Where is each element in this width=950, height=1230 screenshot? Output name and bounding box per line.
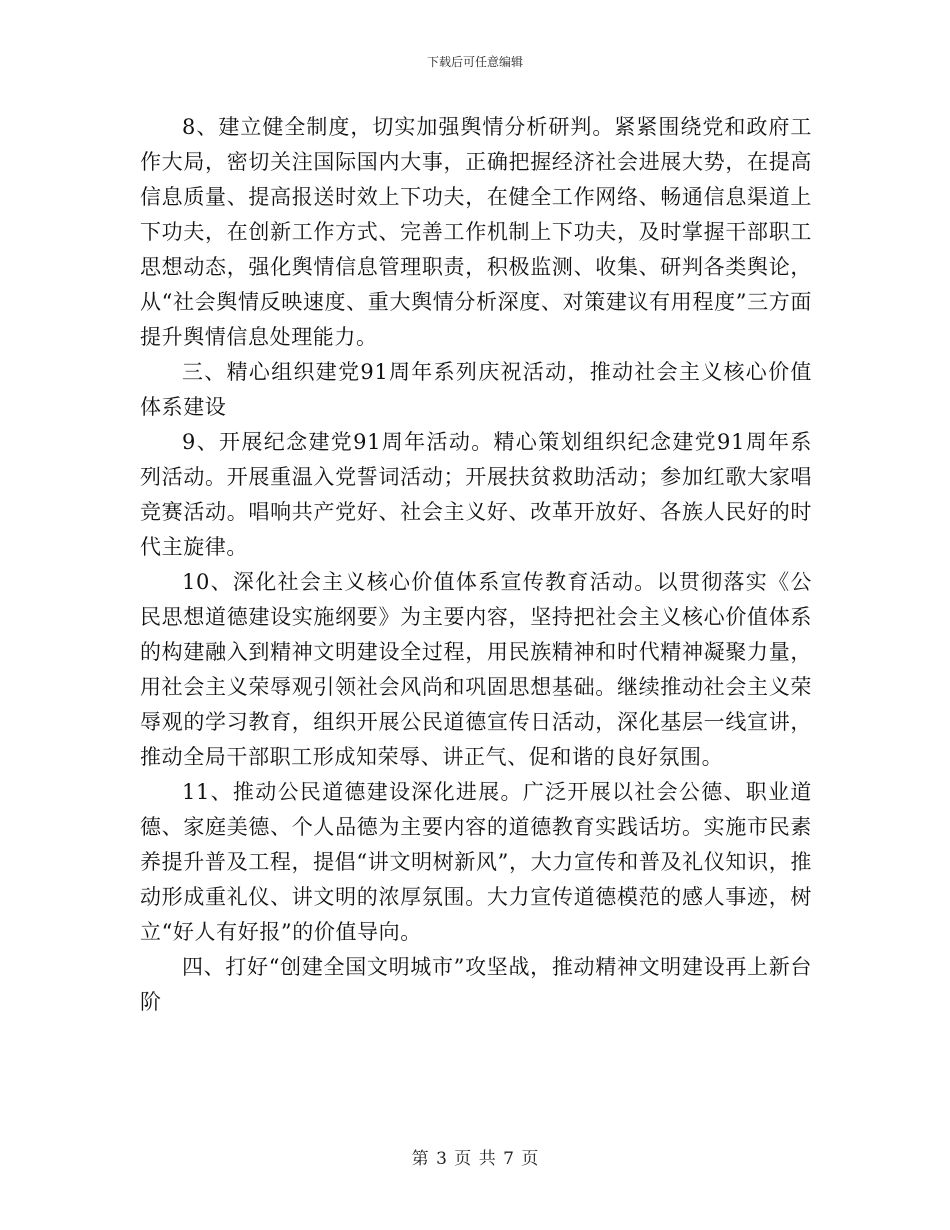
page-number-footer: 第 3 页 共 7 页 [411, 1149, 539, 1169]
document-body [140, 110, 812, 1020]
section-heading-4: 四、打好“创建全国文明城市”攻坚战，推动精神文明建设再上新台阶 [140, 955, 812, 1014]
section-heading-3: 三、精心组织建党91周年系列庆祝活动，推动社会主义核心价值体系建设 [140, 360, 812, 419]
paragraph-9: 9、开展纪念建党91周年活动。精心策划组织纪念建党91周年系列活动。开展重温入党誓词活动；开展扶贫救助活动；参加红歌大家唱竞赛活动。唱响共产党好、社会主义好、改革开放好、各族人民好的时代主旋律。 [140, 430, 812, 559]
paragraph-10: 10、深化社会主义核心价值体系宣传教育活动。以贯彻落实《公民思想道德建设实施纲要》为主要内容，坚持把社会主义核心价值体系的构建融入到精神文明建设全过程，用民族精神和时代精神凝聚力量，用社会主义荣辱观引领社会风尚和巩固思想基础。继续推动社会主义荣辱观的学习教育，组织开展公民道德宣传日活动，深化基层一线宣讲，推动全局干部职工形成知荣辱、讲正气、促和谐的良好氛围。 [140, 570, 812, 769]
paragraph-11: 11、推动公民道德建设深化进展。广泛开展以社会公德、职业道德、家庭美德、个人品德为主要内容的道德教育实践话坊。实施市民素养提升普及工程，提倡“讲文明树新风”，大力宣传和普及礼仪知识，推动形成重礼仪、讲文明的浓厚氛围。大力宣传道德模范的感人事迹，树立“好人有好报”的价值导向。 [140, 780, 812, 944]
paragraph-8: 8、建立健全制度，切实加强舆情分析研判。紧紧围绕党和政府工作大局，密切关注国际国内大事，正确把握经济社会进展大势，在提高信息质量、提高报送时效上下功夫，在健全工作网络、畅通信息渠道上下功夫，在创新工作方式、完善工作机制上下功夫，及时掌握干部职工思想动态，强化舆情信息管理职责，积极监测、收集、研判各类舆论，从“社会舆情反映速度、重大舆情分析深度、对策建议有用程度”三方面提升舆情信息处理能力。 [140, 115, 812, 349]
page-header: 下载后可任意编辑 [426, 55, 523, 69]
